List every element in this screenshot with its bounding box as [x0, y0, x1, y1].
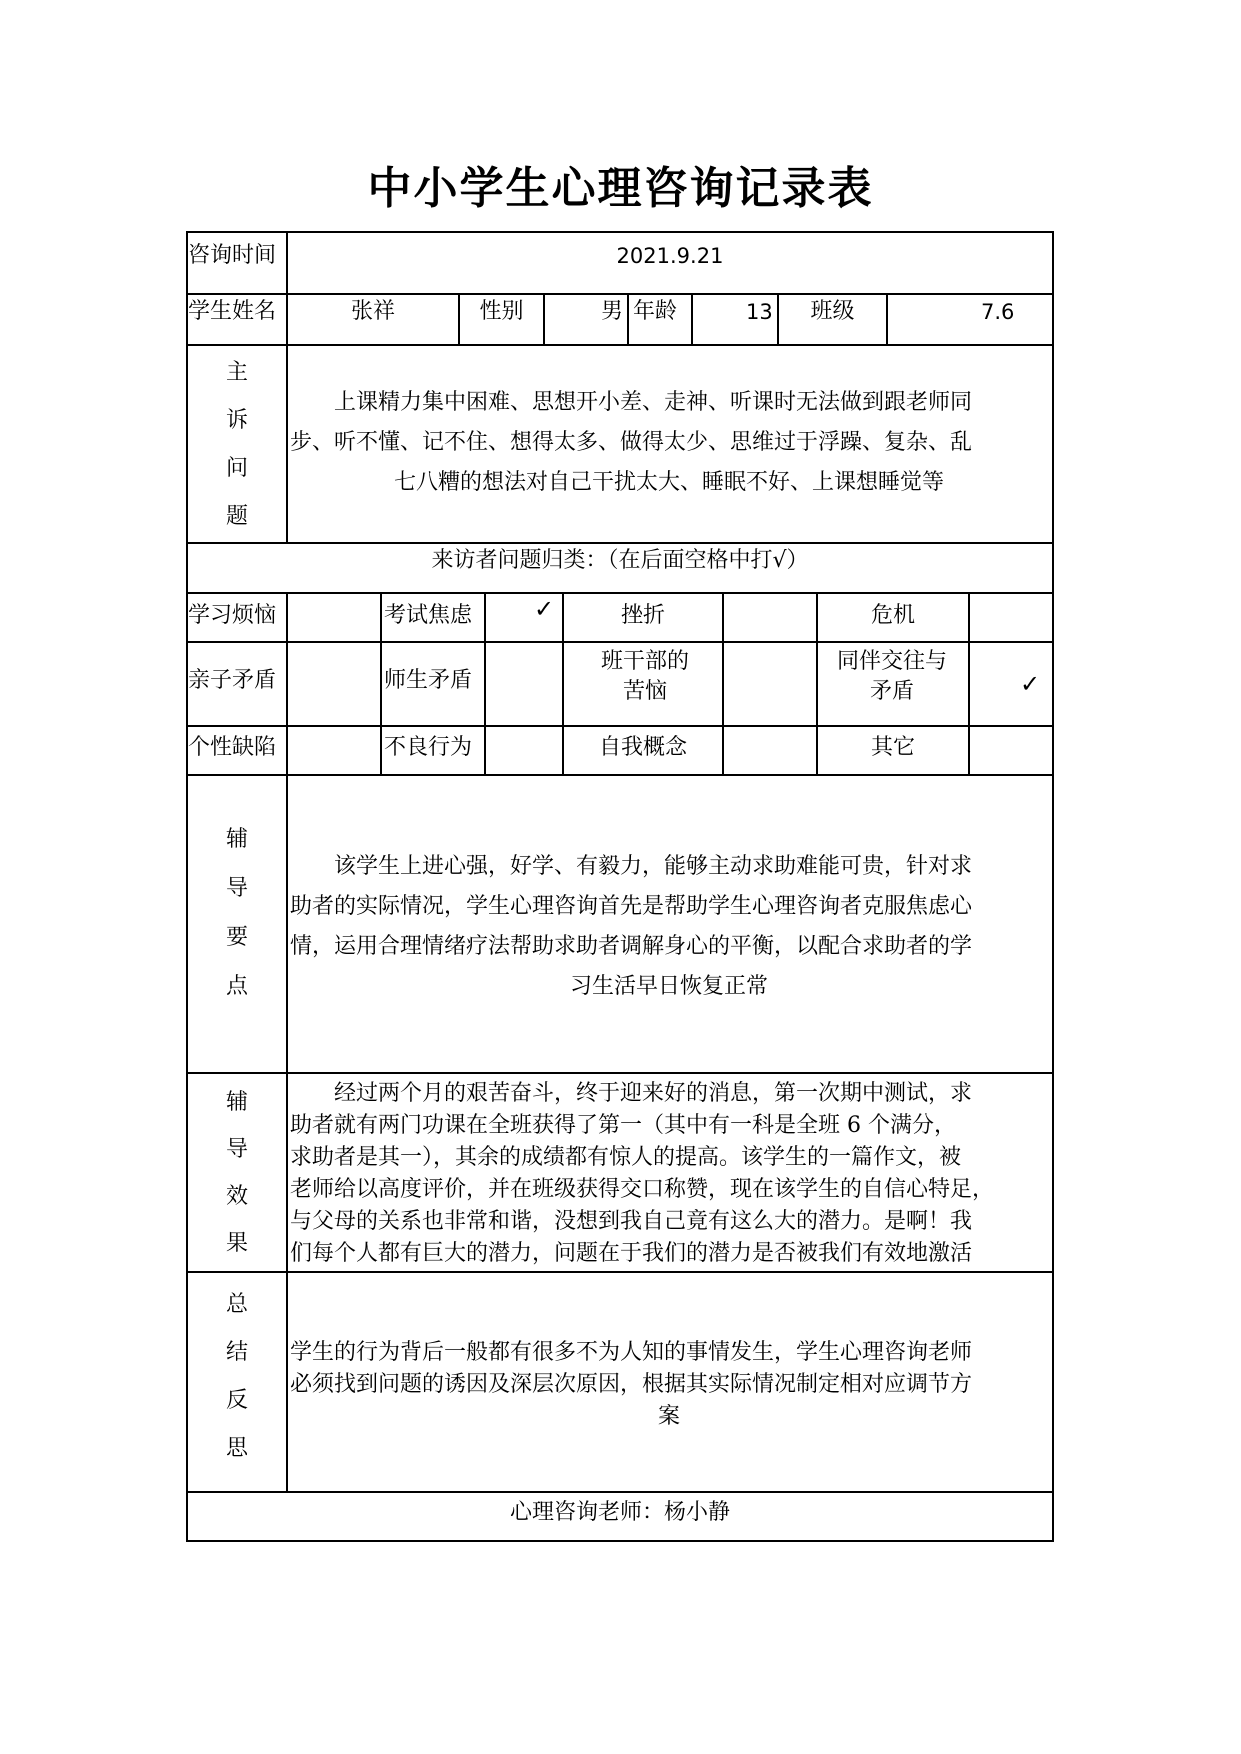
label-char: 反	[225, 1388, 248, 1413]
complaint-text	[290, 383, 1048, 503]
text-line: 助者的实际情况，学生心理咨询首先是帮助学生心理咨询者克服焦虑心	[290, 894, 973, 919]
table-border-right	[1052, 231, 1054, 1542]
text-line: 求助者是其一），其余的成绩都有惊人的提高。该学生的一篇作文，被	[290, 1145, 962, 1170]
label-char: 问	[225, 456, 248, 481]
category-label: 其它	[870, 735, 915, 760]
label-char: 导	[225, 1137, 248, 1162]
class-label: 班级	[810, 299, 855, 324]
col-divider	[380, 592, 382, 774]
text-line: 习生活早日恢复正常	[569, 974, 768, 999]
summary-text	[290, 1337, 1048, 1433]
label-char: 点	[225, 974, 248, 999]
row-divider	[186, 1072, 1054, 1074]
checkbox-cell[interactable]: ✓	[1020, 670, 1041, 698]
col-divider	[286, 774, 288, 1491]
text-line: 七八糟的想法对自己干扰太大、睡眠不好、上课想睡觉等	[393, 470, 944, 495]
text-line: 与父母的关系也非常和谐，没想到我自己竟有这么大的潜力。是啊！我	[290, 1209, 973, 1234]
category-label: 个性缺陷	[188, 735, 277, 760]
category-label: 不良行为	[384, 735, 473, 760]
label-char: 辅	[225, 1090, 248, 1115]
label-char: 辅	[225, 827, 248, 852]
category-label: 师生矛盾	[384, 668, 473, 693]
label-char: 效	[225, 1184, 248, 1209]
class-value: 7.6	[981, 300, 1015, 324]
category-label: 同伴交往与矛盾	[836, 649, 947, 704]
label-char: 诉	[225, 408, 248, 433]
row-divider	[186, 641, 1054, 643]
consult-time-value: 2021.9.21	[616, 244, 724, 268]
col-divider	[543, 293, 545, 344]
student-name-label: 学生姓名	[188, 299, 277, 324]
label-char: 题	[225, 504, 248, 529]
gender-label: 性别	[479, 299, 524, 324]
label-char: 思	[225, 1436, 248, 1461]
text-line: 老师给以高度评价，并在班级获得交口称赞，现在该学生的自信心特足，	[290, 1177, 995, 1202]
text-line: 案	[657, 1404, 680, 1429]
col-divider	[691, 293, 693, 344]
category-label: 亲子矛盾	[188, 668, 277, 693]
label-char: 结	[225, 1340, 248, 1365]
text-line: 上课精力集中困难、思想开小差、走神、听课时无法做到跟老师同	[334, 390, 973, 415]
text-line: 学生的行为背后一般都有很多不为人知的事情发生，学生心理咨询老师	[290, 1340, 973, 1365]
age-label: 年龄	[633, 299, 678, 324]
classification-heading: 来访者问题归类：（在后面空格中打√）	[431, 548, 809, 573]
record-table	[186, 231, 1054, 1542]
label-char: 总	[225, 1292, 248, 1317]
guidance-points-text	[290, 847, 1048, 1007]
text-line: 该学生上进心强，好学、有毅力，能够主动求助难能可贵，针对求	[334, 854, 973, 879]
text-line: 们每个人都有巨大的潜力，问题在于我们的潜力是否被我们有效地激活	[290, 1241, 973, 1266]
text-line: 步、听不懂、记不住、想得太多、做得太少、思维过于浮躁、复杂、乱	[290, 430, 973, 455]
row-divider	[186, 1271, 1054, 1273]
category-label: 班干部的苦恼	[601, 649, 690, 704]
label-char: 导	[225, 876, 248, 901]
category-label: 考试焦虑	[384, 603, 473, 628]
age-value: 13	[746, 300, 773, 324]
row-divider	[186, 774, 1054, 776]
label-char: 果	[225, 1231, 248, 1256]
label-char: 要	[225, 925, 248, 950]
complaint-label	[188, 349, 286, 541]
col-divider	[286, 592, 288, 774]
table-border-top	[186, 231, 1054, 233]
table-border-bottom	[186, 1540, 1054, 1542]
gender-value: 男	[601, 299, 624, 324]
text-line: 情，运用合理情绪疗法帮助求助者调解身心的平衡，以配合求助者的学	[290, 934, 973, 959]
col-divider	[286, 231, 288, 542]
label-char: 主	[225, 360, 248, 385]
checkbox-cell[interactable]: ✓	[534, 595, 555, 623]
col-divider	[968, 592, 970, 774]
counselor-signature: 心理咨询老师：杨小静	[509, 1500, 730, 1525]
col-divider	[627, 293, 629, 344]
row-divider	[186, 344, 1054, 346]
student-name-value: 张祥	[350, 299, 395, 324]
col-divider	[886, 293, 888, 344]
col-divider	[722, 592, 724, 774]
text-line: 助者就有两门功课在全班获得了第一（其中有一科是全班 6 个满分，	[290, 1113, 956, 1138]
row-divider	[186, 293, 1054, 295]
consult-time-label: 咨询时间	[188, 243, 277, 268]
guidance-effect-text	[290, 1078, 1048, 1270]
summary-label	[188, 1281, 286, 1473]
category-label: 挫折	[620, 603, 665, 628]
col-divider	[484, 592, 486, 774]
text-line: 经过两个月的艰苦奋斗，终于迎来好的消息，第一次期中测试，求	[334, 1081, 973, 1106]
category-label: 自我概念	[598, 735, 687, 760]
category-label: 危机	[870, 603, 915, 628]
page-title: 中小学生心理咨询记录表	[367, 163, 874, 214]
guidance-effect-label	[188, 1079, 286, 1267]
guidance-points-label	[188, 815, 286, 1011]
text-line: 必须找到问题的诱因及深层次原因，根据其实际情况制定相对应调节方	[290, 1372, 973, 1397]
category-label: 学习烦恼	[188, 603, 277, 628]
